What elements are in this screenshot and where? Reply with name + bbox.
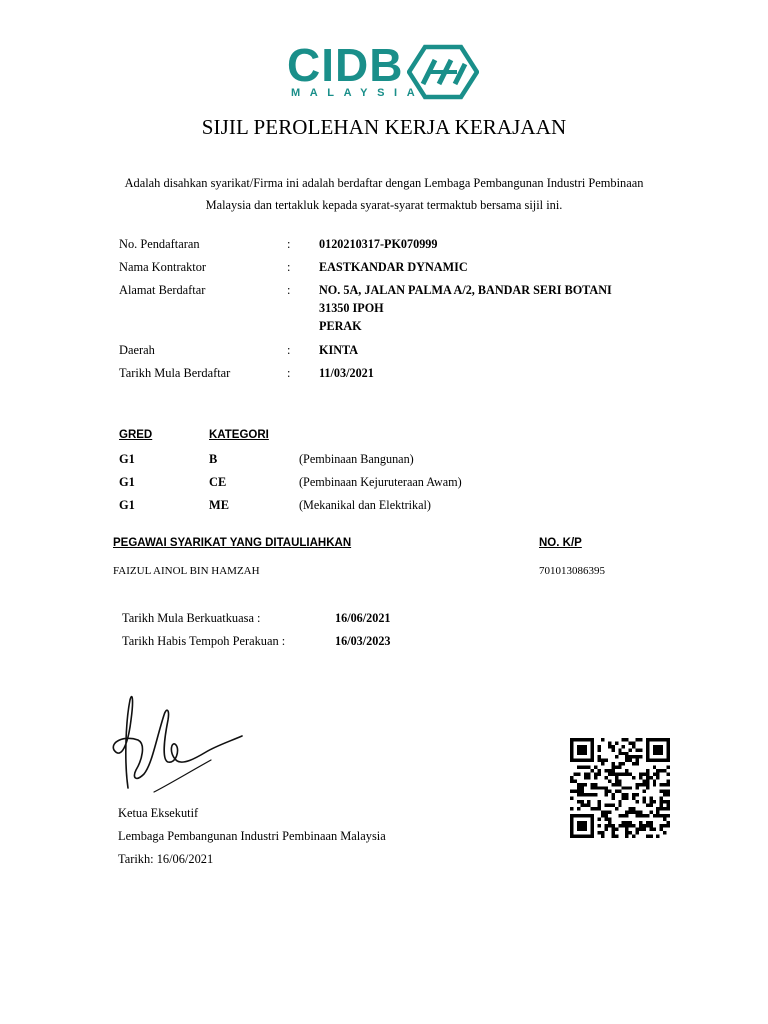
value-expiry-date: 16/03/2023 <box>335 634 391 648</box>
value-district: KINTA <box>319 343 359 357</box>
label-registration-start: Tarikh Mula Berdaftar <box>119 366 231 380</box>
colon: : <box>287 283 291 297</box>
cidb-logo <box>287 39 487 104</box>
value-effective-date: 16/06/2021 <box>335 611 391 625</box>
category-description: (Pembinaan Kejuruteraan Awam) <box>299 475 462 489</box>
signature-date: Tarikh: 16/06/2021 <box>118 852 214 866</box>
category-description: (Pembinaan Bangunan) <box>299 452 414 466</box>
label-district: Daerah <box>119 343 155 357</box>
officer-name: FAIZUL AINOL BIN HAMZAH <box>113 565 260 577</box>
value-address-line-3: PERAK <box>319 319 362 333</box>
logo-wordmark: CIDB <box>287 39 404 91</box>
grade-header: GRED <box>119 429 153 441</box>
signatory-organisation: Lembaga Pembangunan Industri Pembinaan Malaysia <box>118 829 386 843</box>
colon: : <box>287 366 291 380</box>
officer-id-number: 701013086395 <box>539 565 605 577</box>
colon: : <box>287 260 291 274</box>
value-address-line-2: 31350 IPOH <box>319 301 384 315</box>
colon: : <box>287 343 291 357</box>
category-cell: CE <box>209 475 227 489</box>
cidb-hexagon-icon <box>407 44 479 100</box>
grade-cell: G1 <box>119 475 135 489</box>
label-effective-date: Tarikh Mula Berkuatkuasa : <box>122 611 261 625</box>
category-description: (Mekanikal dan Elektrikal) <box>299 498 431 512</box>
label-expiry-date: Tarikh Habis Tempoh Perakuan : <box>122 634 286 648</box>
grade-cell: G1 <box>119 498 135 512</box>
qr-code-icon <box>568 738 672 838</box>
grade-cell: G1 <box>119 452 135 466</box>
value-address-line-1: NO. 5A, JALAN PALMA A/2, BANDAR SERI BOTANI <box>319 283 612 297</box>
intro-paragraph <box>100 172 668 216</box>
intro-line-2: Malaysia dan tertakluk kepada syarat-syarat termaktub bersama sijil ini. <box>205 198 563 212</box>
certificate-title: SIJIL PEROLEHAN KERJA KERAJAAN <box>201 115 567 139</box>
signatory-role: Ketua Eksekutif <box>118 806 199 820</box>
logo-subtitle: MALAYSIA <box>291 87 425 99</box>
value-registration-start: 11/03/2021 <box>319 366 374 380</box>
value-contractor-name: EASTKANDAR DYNAMIC <box>319 260 468 274</box>
category-cell: ME <box>209 498 229 512</box>
value-registration-no: 0120210317-PK070999 <box>319 237 438 251</box>
category-cell: B <box>209 452 218 466</box>
label-registration-no: No. Pendaftaran <box>119 237 200 251</box>
label-contractor-name: Nama Kontraktor <box>119 260 207 274</box>
intro-line-1: Adalah disahkan syarikat/Firma ini adalah berdaftar dengan Lembaga Pembangunan Industri Pembinaan <box>124 176 644 190</box>
signature-image <box>106 690 246 795</box>
colon: : <box>287 237 291 251</box>
officer-header: PEGAWAI SYARIKAT YANG DITAULIAHKAN <box>113 537 352 549</box>
category-header: KATEGORI <box>209 429 269 441</box>
id-number-header: NO. K/P <box>539 537 582 549</box>
label-registered-address: Alamat Berdaftar <box>119 283 206 297</box>
